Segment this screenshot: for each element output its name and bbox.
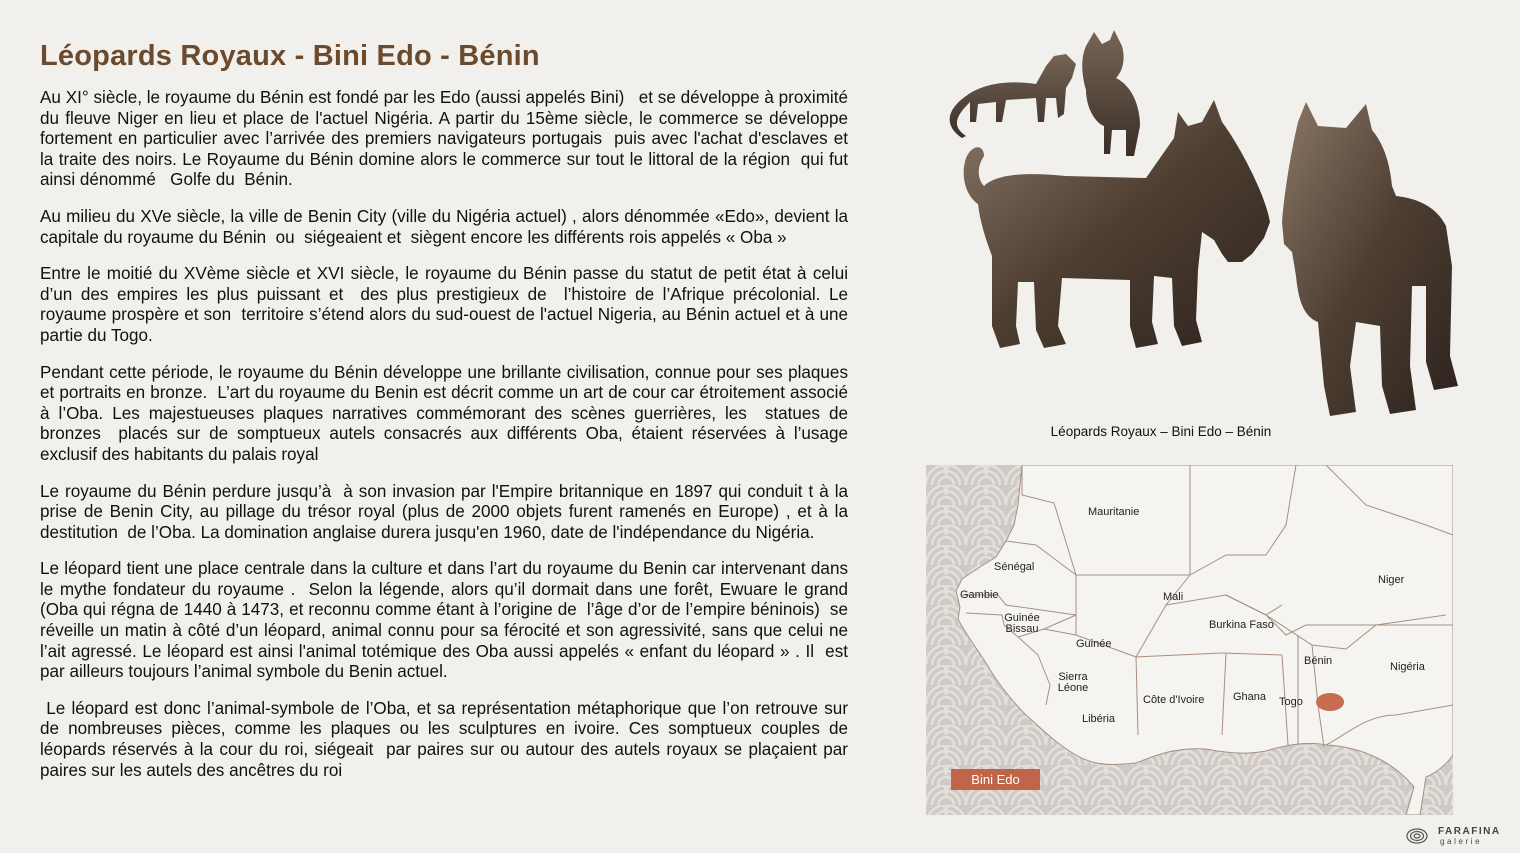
leopard-statues-photo (926, 26, 1466, 420)
bini-edo-tag: Bini Edo (951, 769, 1040, 790)
spiral-logo-icon (1406, 828, 1428, 844)
paragraph: Au milieu du XVe siècle, la ville de Benin City (ville du Nigéria actuel) , alors dénommée «Edo», devient la capitale du royaume du Bénin ou siégeaient et siègent encore les différents rois appelés « Oba » (40, 206, 853, 247)
label-guinee: Guinée (1076, 638, 1112, 650)
page-title: Léopards Royaux - Bini Edo - Bénin (40, 40, 540, 72)
paragraph: Le léopard tient une place centrale dans la culture et dans l’art du royaume du Benin car intervenant dans le mythe fondateur du royaume . Selon la légende, alors qu’il dormait dans une forêt, Ewuare le grand (Oba qui régna de 1440 à 1473, et reconnu comme étant à l’origine de l’âge d’or de l’empire béninois) se réveille un matin à côté d’un léopard, animal connu pour sa férocité et son agressivité, sans que celui ne l’ait agressé. Le léopard est ainsi l'animal totémique des Oba aussi appelés « enfant du léopard » . Il est par ailleurs toujours l’animal symbole du Benin actuel. (40, 559, 853, 682)
label-mali: Mali (1163, 591, 1184, 603)
label-guinee-bissau: Guinée Bissau (1004, 612, 1040, 635)
paragraph: Le royaume du Bénin perdure jusqu’à à son invasion par l'Empire britannique en 1897 qui conduit t à la prise de Benin City, au pillage du trésor royal (plus de 2000 objets furent ramenés en Europe) , et à la destitution de l’Oba. La domination anglaise durera jusqu'en 1960, date de l'indépendance du Nigéria. (40, 481, 853, 542)
label-cote-divoire: Côte d'Ivoire (1143, 694, 1205, 706)
photo-caption: Léopards Royaux – Bini Edo – Bénin (1050, 424, 1272, 439)
label-sierra-leone: Sierra Léone (1057, 671, 1089, 694)
large-leopard-left (964, 100, 1270, 348)
small-leopard-side (950, 54, 1076, 138)
paragraph: Pendant cette période, le royaume du Bénin développe une brillante civilisation, connue pour ses plaques et portraits en bronze. L’art du royaume du Benin est décrit comme un art de cour car étroitement associé à l’Oba. Les majestueuses plaques narratives commémorant des scènes guerrières, les statues de bronzes placés sur de somptueux autels consacrés aux différents Oba, étaient réservées à l’usage exclusif des habitants du palais royal (40, 362, 853, 464)
paragraph: Au XI° siècle, le royaume du Bénin est fondé par les Edo (aussi appelés Bini) et se développe à proximité du fleuve Niger en lieu et place de l'actuel Nigéria. A partir du 15ème siècle, le commerce se développe fortement en particulier avec l’arrivée des premiers navigateurs portugais puis avec l'achat d'esclaves et la traite des noirs. Le Royaume du Bénin domine alors le commerce sur tout le littoral de la région qui fut ainsi dénommé Golfe du Bénin. (40, 88, 853, 190)
paragraph: Entre le moitié du XVème siècle et XVI siècle, le royaume du Bénin passe du statut de petit état à celui d’un des empires les plus puissant et des plus prestigieux de l’histoire de l’Afrique précolonial. Le royaume prospère et son territoire s’étend alors du sud-ouest de l'actuel Nigeria, au Bénin actuel et à une partie du Togo. (40, 264, 853, 345)
small-leopard-front (1082, 30, 1140, 156)
label-ghana: Ghana (1233, 691, 1267, 703)
label-benin: Bénin (1304, 655, 1333, 667)
label-liberia: Libéria (1082, 713, 1116, 725)
paragraph: Le léopard est donc l’animal-symbole de l’Oba, et sa représentation métaphorique que l’on retrouve sur de nombreuses pièces, comme les plaques ou les sculptures en ivoire. Ces somptueux couples de léopards réservés à la cour du roi, siégeait par paires sur ou autour des autels royaux se plaçaient par paires sur les autels des ancêtres du roi (40, 698, 853, 780)
map-drawing (926, 465, 1453, 815)
label-gambie: Gambie (960, 589, 999, 601)
label-mauritanie: Mauritanie (1088, 506, 1140, 518)
logo-name: FARAFINA (1438, 826, 1501, 837)
logo-subtitle: galerie (1440, 837, 1483, 846)
farafina-logo (1406, 826, 1516, 848)
west-africa-map (926, 465, 1453, 815)
label-senegal: Sénégal (994, 561, 1035, 573)
bini-edo-marker (1316, 693, 1344, 711)
article-body (40, 88, 853, 797)
label-togo: Togo (1279, 696, 1303, 708)
large-leopard-right (1282, 102, 1458, 416)
label-nigeria: Nigéria (1390, 661, 1425, 673)
label-niger: Niger (1378, 574, 1405, 586)
label-burkina-faso: Burkina Faso (1209, 619, 1274, 631)
